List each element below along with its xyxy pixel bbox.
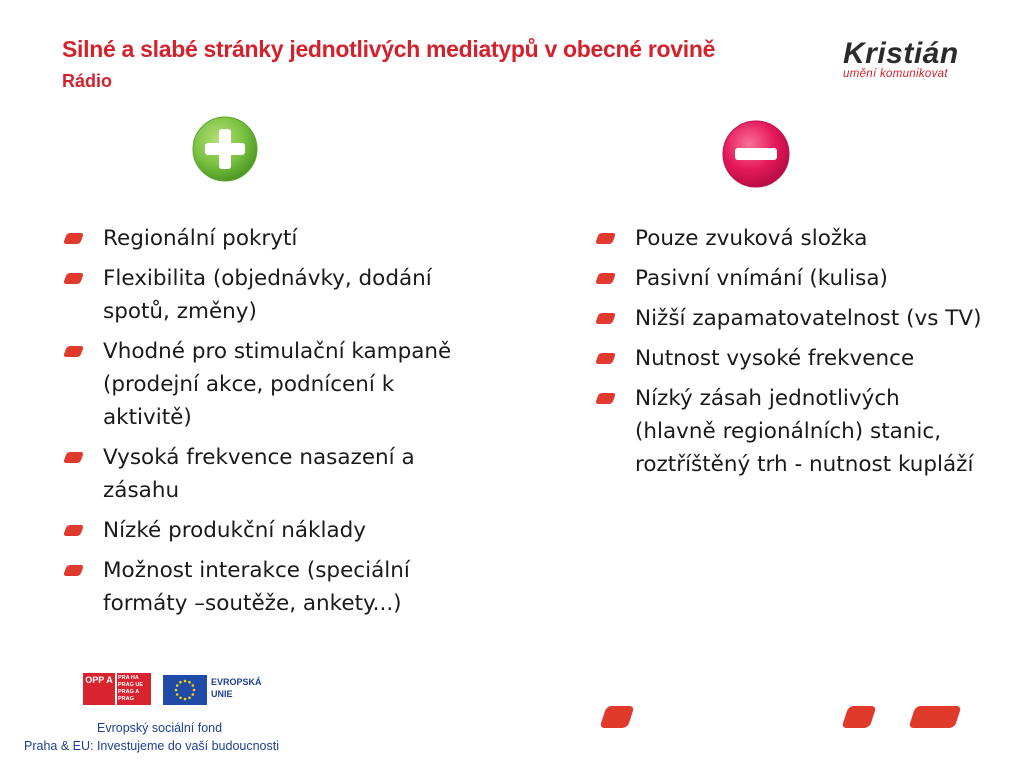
bullet-icon xyxy=(595,313,616,324)
bullet-icon xyxy=(63,525,84,536)
list-item: Vysoká frekvence nasazení a zásahu xyxy=(65,441,455,507)
list-item: Flexibilita (objednávky, dodání spotů, změny) xyxy=(65,262,455,328)
page-subtitle: Rádio xyxy=(62,71,113,91)
footer-motto: Praha & EU: Investujeme do vaší budoucnosti xyxy=(24,739,280,753)
praha-logo: PRA HA PRAG UE PRAG A PRAG xyxy=(117,673,151,705)
logo-tagline: umění komunikovat xyxy=(843,68,948,80)
logo-name: Kristián xyxy=(843,37,959,70)
bullet-icon xyxy=(595,233,616,244)
list-item: Pouze zvuková složka xyxy=(597,222,982,255)
footer-fund: Evropský sociální fond xyxy=(97,721,223,735)
page-title: Silné a slabé stránky jednotlivých mediatypů v obecné rovině xyxy=(62,36,716,62)
bullet-icon xyxy=(63,233,84,244)
plus-circle-icon xyxy=(190,114,260,184)
eu-logos xyxy=(83,673,263,709)
minus-circle-icon xyxy=(720,118,792,190)
eu-label: EVROPSKÁ UNIE xyxy=(211,677,262,699)
list-item: Pasivní vnímání (kulisa) xyxy=(597,262,982,295)
decor-bar xyxy=(908,706,961,728)
list-item: Vhodné pro stimulační kampaně (prodejní akce, podnícení k aktivitě) xyxy=(65,335,455,434)
decor-bar xyxy=(841,706,876,728)
list-item: Nutnost vysoké frekvence xyxy=(597,342,982,375)
kristian-logo xyxy=(843,38,973,86)
decor-bar xyxy=(599,706,634,728)
bullet-icon xyxy=(63,346,84,357)
list-item: Možnost interakce (speciální formáty –soutěže, ankety...) xyxy=(65,554,455,620)
eu-flag-icon xyxy=(163,675,207,705)
list-item: Nízké produkční náklady xyxy=(65,514,455,547)
list-item: Regionální pokrytí xyxy=(65,222,455,255)
list-item: Nízký zásah jednotlivých (hlavně regionálních) stanic, roztříštěný trh - nutnost kupláží xyxy=(597,382,982,481)
bullet-icon xyxy=(595,353,616,364)
strengths-list xyxy=(65,222,455,627)
list-item: Nižší zapamatovatelnost (vs TV) xyxy=(597,302,982,335)
bullet-icon xyxy=(63,452,84,463)
weaknesses-list xyxy=(597,222,982,488)
bullet-icon xyxy=(595,273,616,284)
bullet-icon xyxy=(595,393,616,404)
bullet-icon xyxy=(63,273,84,284)
oppa-logo: OPP A xyxy=(83,673,115,705)
bullet-icon xyxy=(63,565,84,576)
